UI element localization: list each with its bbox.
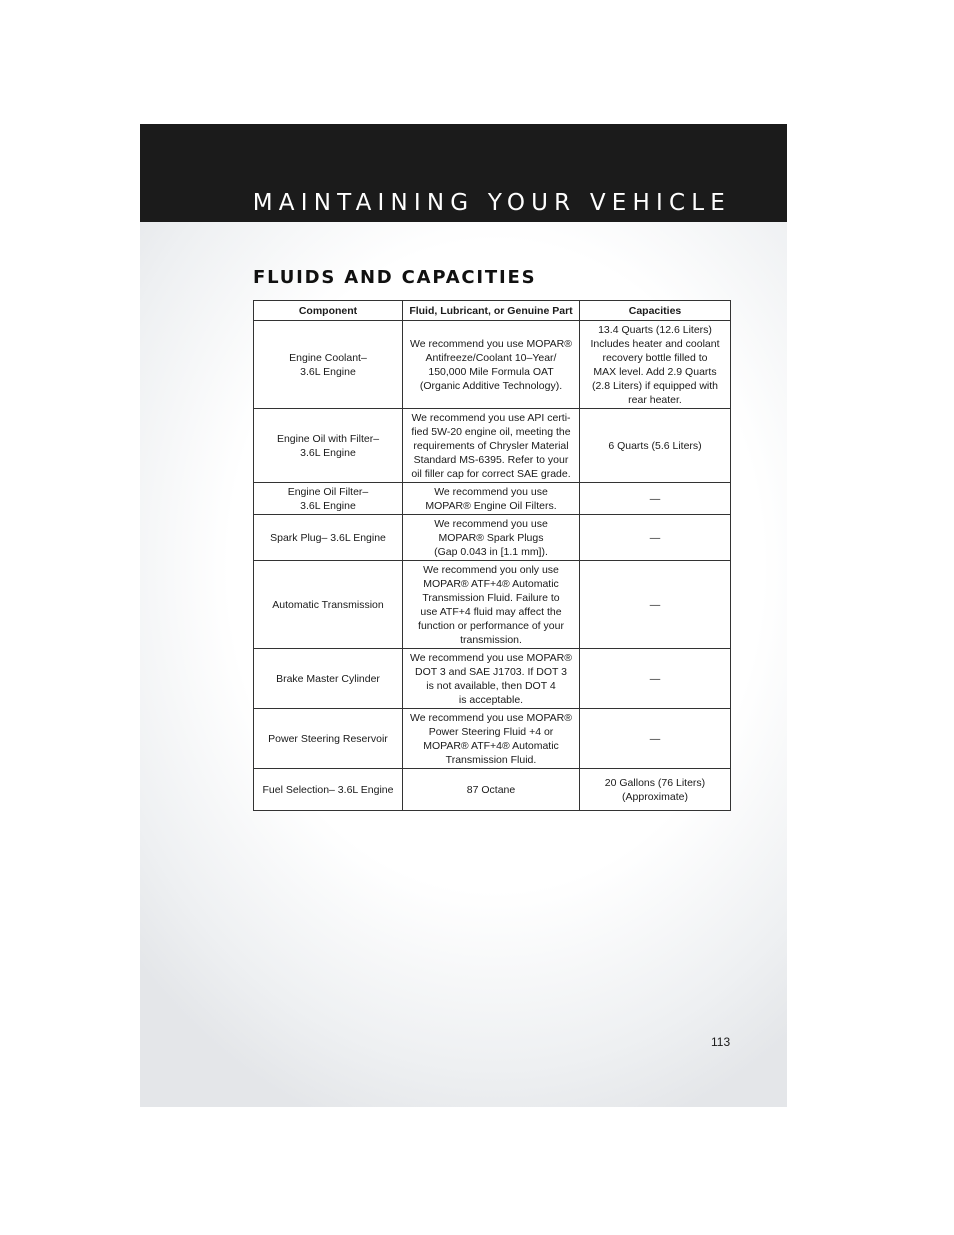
- section-title: FLUIDS AND CAPACITIES: [253, 267, 537, 288]
- cell-fluid: We recommend you use MOPAR® DOT 3 and SAE J1703. If DOT 3 is not available, then DOT 4 is acceptable.: [403, 649, 580, 709]
- table-row: [254, 321, 731, 409]
- column-header-component: Component: [254, 301, 403, 321]
- cell-fluid: We recommend you only use MOPAR® ATF+4® Automatic Transmission Fluid. Failure to use ATF+4 fluid may affect the function or performance of your transmission.: [403, 561, 580, 649]
- cell-component: Engine Oil Filter– 3.6L Engine: [254, 483, 403, 515]
- cell-capacity: —: [580, 561, 731, 649]
- cell-capacity: —: [580, 483, 731, 515]
- table-header-row: [254, 301, 731, 321]
- cell-capacity: —: [580, 709, 731, 769]
- cell-fluid: We recommend you use MOPAR® Engine Oil Filters.: [403, 483, 580, 515]
- cell-component: Spark Plug– 3.6L Engine: [254, 515, 403, 561]
- cell-capacity: —: [580, 515, 731, 561]
- page-number: 113: [711, 1035, 731, 1049]
- cell-component: Automatic Transmission: [254, 561, 403, 649]
- table-row: [254, 409, 731, 483]
- table-row: [254, 649, 731, 709]
- column-header-fluid: Fluid, Lubricant, or Genuine Part: [403, 301, 580, 321]
- cell-component: Fuel Selection– 3.6L Engine: [254, 769, 403, 811]
- chapter-header-band: [140, 124, 787, 222]
- table-row: [254, 483, 731, 515]
- cell-capacity: —: [580, 649, 731, 709]
- table-row: [254, 561, 731, 649]
- cell-capacity: 6 Quarts (5.6 Liters): [580, 409, 731, 483]
- cell-fluid: We recommend you use MOPAR® Spark Plugs (Gap 0.043 in [1.1 mm]).: [403, 515, 580, 561]
- cell-component: Power Steering Reservoir: [254, 709, 403, 769]
- cell-component: Engine Coolant– 3.6L Engine: [254, 321, 403, 409]
- cell-capacity: 13.4 Quarts (12.6 Liters) Includes heater and coolant recovery bottle filled to MAX level. Add 2.9 Quarts (2.8 Liters) if equipped with rear heater.: [580, 321, 731, 409]
- cell-fluid: We recommend you use MOPAR® Antifreeze/Coolant 10–Year/ 150,000 Mile Formula OAT (Organic Additive Technology).: [403, 321, 580, 409]
- cell-fluid: We recommend you use API certi- fied 5W-20 engine oil, meeting the requirements of Chrysler Material Standard MS-6395. Refer to your oil filler cap for correct SAE grade.: [403, 409, 580, 483]
- table-row: [254, 769, 731, 811]
- column-header-capacities: Capacities: [580, 301, 731, 321]
- manual-page: [140, 124, 787, 1107]
- chapter-title: MAINTAINING YOUR VEHICLE: [252, 190, 731, 216]
- cell-fluid: We recommend you use MOPAR® Power Steering Fluid +4 or MOPAR® ATF+4® Automatic Transmission Fluid.: [403, 709, 580, 769]
- table-row: [254, 515, 731, 561]
- table-row: [254, 709, 731, 769]
- cell-capacity: 20 Gallons (76 Liters) (Approximate): [580, 769, 731, 811]
- cell-component: Engine Oil with Filter– 3.6L Engine: [254, 409, 403, 483]
- fluids-capacities-table: [253, 300, 731, 811]
- cell-component: Brake Master Cylinder: [254, 649, 403, 709]
- cell-fluid: 87 Octane: [403, 769, 580, 811]
